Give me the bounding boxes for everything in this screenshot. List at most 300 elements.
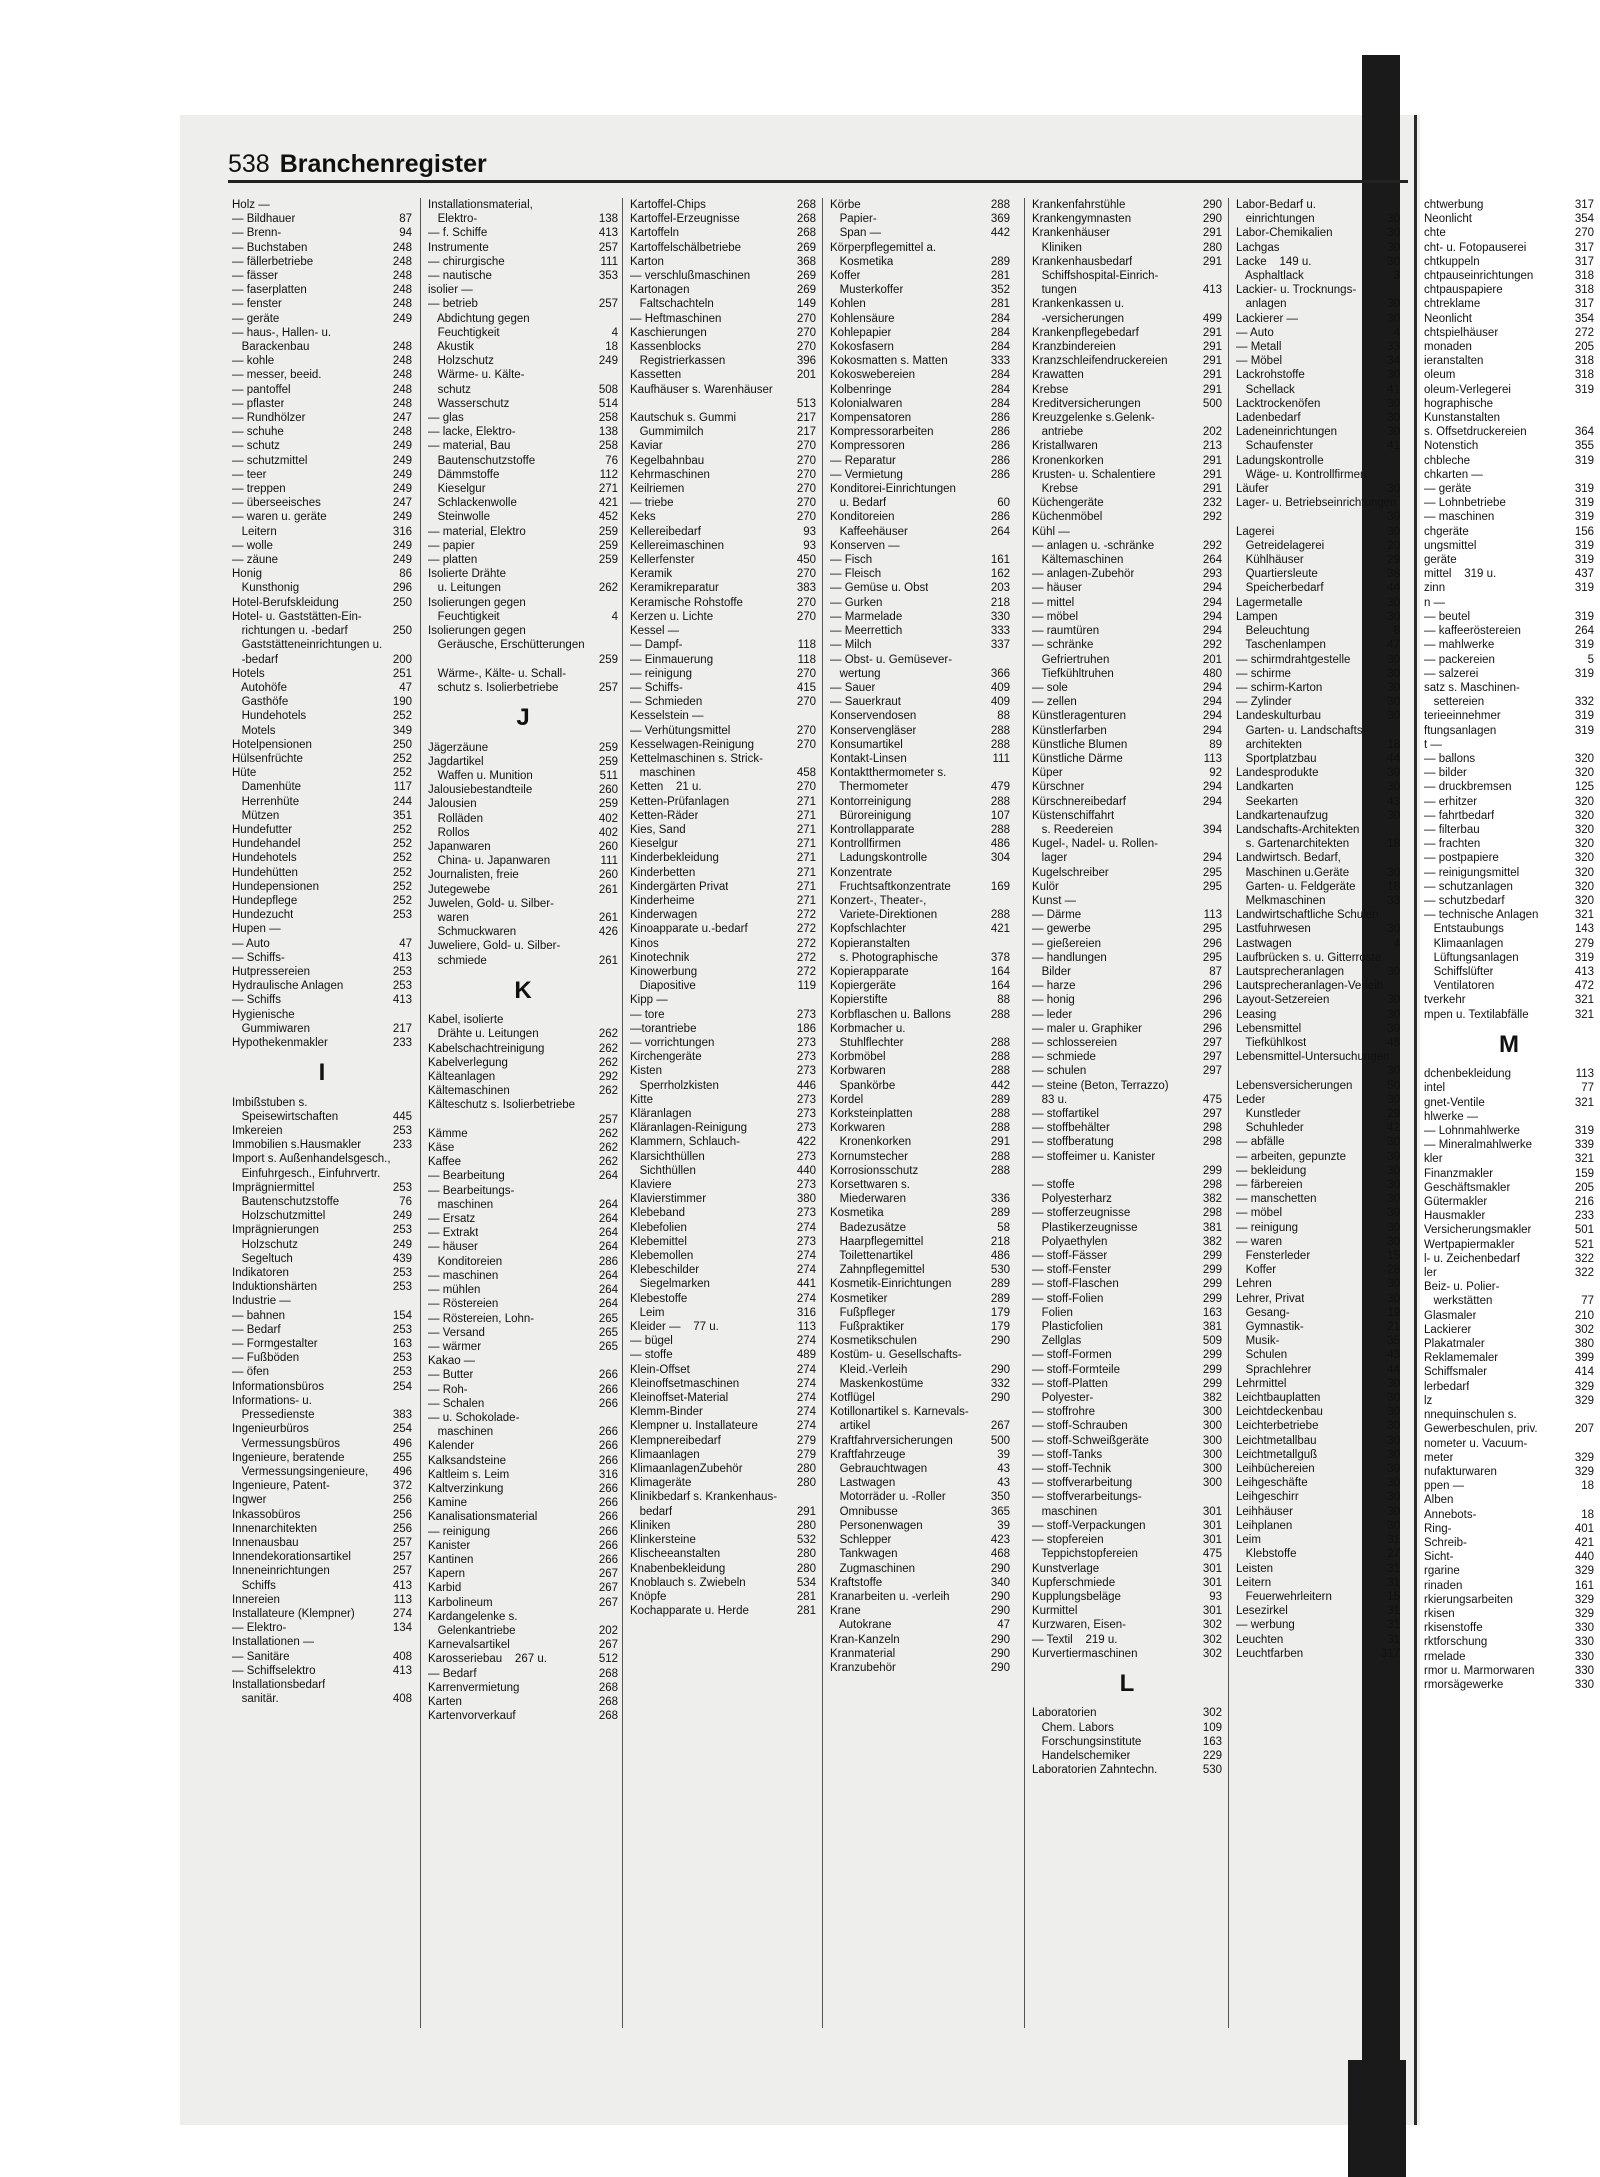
- entry-term: — Elektro-: [232, 1622, 287, 1635]
- entry-page-ref: 286: [990, 511, 1010, 524]
- entry-page-ref: 271: [796, 880, 816, 893]
- index-entry: [830, 1079, 1010, 1093]
- entry-page-ref: 273: [796, 1008, 816, 1021]
- index-entry: [630, 1490, 816, 1504]
- index-entry: [830, 1235, 1010, 1249]
- entry-page-ref: 143: [1574, 923, 1594, 936]
- entry-term: Ketten-Räder: [630, 809, 699, 822]
- entry-page-ref: 290: [990, 1392, 1010, 1405]
- index-entry: [232, 709, 412, 723]
- entry-page-ref: 330: [1574, 1664, 1594, 1677]
- entry-term: Neonlicht: [1424, 213, 1472, 226]
- entry-term: — stoff-Formen: [1032, 1349, 1112, 1362]
- entry-page-ref: 292: [1202, 539, 1222, 552]
- index-entry: [428, 1482, 618, 1496]
- entry-term: rinaden: [1424, 1579, 1463, 1592]
- index-entry: [1032, 383, 1222, 397]
- entry-term: architekten: [1236, 738, 1302, 751]
- entry-term: Wertpapiermakler: [1424, 1238, 1515, 1251]
- entry-page-ref: 279: [796, 1448, 816, 1461]
- entry-term: Kolbenringe: [830, 383, 892, 396]
- entry-term: Kontaktthermometer s.: [830, 767, 947, 780]
- index-entry: [232, 1465, 412, 1479]
- index-entry: [232, 880, 412, 894]
- index-entry: [830, 553, 1010, 567]
- index-entry: [428, 1326, 618, 1340]
- entry-term: Lüftungsanlagen: [1424, 951, 1519, 964]
- index-entry: [1032, 1292, 1222, 1306]
- index-entry: [1236, 297, 1400, 311]
- entry-page-ref: 264: [598, 1269, 618, 1282]
- entry-page-ref: 329: [1574, 1394, 1594, 1407]
- index-entry: [1424, 283, 1594, 297]
- entry-term: sanitär.: [232, 1693, 279, 1706]
- entry-page-ref: 279: [796, 1434, 816, 1447]
- entry-page-ref: 319: [1574, 483, 1594, 496]
- index-entry: [830, 951, 1010, 965]
- entry-page-ref: 253: [392, 909, 412, 922]
- index-entry: [232, 1579, 412, 1593]
- entry-term: — Roh-: [428, 1383, 468, 1396]
- entry-page-ref: 290: [1202, 213, 1222, 226]
- index-entry: [630, 709, 816, 723]
- index-entry: [830, 1221, 1010, 1235]
- index-entry: [1424, 425, 1594, 439]
- entry-page-ref: 254: [392, 1380, 412, 1393]
- entry-page-ref: 249: [392, 539, 412, 552]
- entry-term: Induktionshärten: [232, 1281, 318, 1294]
- index-entry: [232, 993, 412, 1007]
- index-entry: [232, 1181, 412, 1195]
- entry-term: Laboratorien Zahntechn.: [1032, 1764, 1158, 1777]
- index-entry: [1236, 922, 1400, 936]
- entry-page-ref: 350: [990, 1491, 1010, 1504]
- entry-page-ref: 413: [1574, 965, 1594, 978]
- entry-term: Kinos: [630, 937, 659, 950]
- entry-page-ref: 201: [1202, 653, 1222, 666]
- entry-page-ref: 27: [1387, 1548, 1400, 1561]
- entry-page-ref: 113: [1203, 752, 1222, 765]
- entry-page-ref: 273: [796, 1051, 816, 1064]
- index-entry: [830, 539, 1010, 553]
- entry-page-ref: 514: [598, 397, 618, 410]
- entry-term: Klischeeanstalten: [630, 1548, 721, 1561]
- entry-page-ref: 299: [1202, 1377, 1222, 1390]
- index-entry: [1032, 837, 1222, 851]
- index-entry: [1032, 1235, 1222, 1249]
- entry-term: einrichtungen: [1236, 213, 1315, 226]
- index-entry: [232, 1167, 412, 1181]
- entry-page-ref: 349: [392, 724, 412, 737]
- entry-page-ref: 30: [1387, 1093, 1400, 1106]
- index-entry: [232, 255, 412, 269]
- index-entry: [232, 1422, 412, 1436]
- entry-term: Kläranlagen-Reinigung: [630, 1122, 747, 1135]
- entry-term: Kunstverlage: [1032, 1562, 1100, 1575]
- entry-term: — schmiede: [1032, 1051, 1096, 1064]
- entry-page-ref: 270: [796, 312, 816, 325]
- entry-term: Körperpflegemittel a.: [830, 241, 937, 254]
- entry-term: Klebefolien: [630, 1221, 687, 1234]
- entry-term: Kordel: [830, 1093, 864, 1106]
- index-entry: [1236, 681, 1400, 695]
- entry-page-ref: 441: [796, 1278, 816, 1291]
- entry-page-ref: 159: [1574, 1167, 1594, 1180]
- index-entry: [1032, 567, 1222, 581]
- index-entry: [428, 1397, 618, 1411]
- entry-term: Krankenkassen u.: [1032, 298, 1125, 311]
- index-entry: [1424, 1280, 1594, 1294]
- entry-term: Konservengläser: [830, 724, 917, 737]
- entry-term: — stoff-Technik: [1032, 1463, 1112, 1476]
- entry-page-ref: 252: [392, 838, 412, 851]
- entry-term: Kraftfahrzeuge: [830, 1448, 906, 1461]
- index-entry: [232, 1294, 412, 1308]
- entry-term: Speisewirtschaften: [232, 1110, 339, 1123]
- entry-page-ref: 396: [796, 355, 816, 368]
- index-entry: [1424, 809, 1594, 823]
- entry-term: Isolierte Drähte: [428, 568, 506, 581]
- entry-page-ref: 30: [1387, 653, 1400, 666]
- entry-term: Klempner u. Installateure: [630, 1420, 758, 1433]
- entry-term: — Bedarf: [428, 1667, 477, 1680]
- entry-page-ref: 381: [1202, 1221, 1222, 1234]
- entry-term: Faltschachteln: [630, 298, 714, 311]
- index-entry: [1032, 1192, 1222, 1206]
- entry-page-ref: 258: [598, 440, 618, 453]
- index-entry: [830, 269, 1010, 283]
- entry-page-ref: 266: [598, 1539, 618, 1552]
- entry-page-ref: 113: [1575, 1068, 1594, 1081]
- entry-page-ref: 479: [990, 781, 1010, 794]
- entry-term: Kaffee: [428, 1156, 462, 1169]
- index-entry: [830, 1036, 1010, 1050]
- entry-page-ref: 169: [990, 880, 1010, 893]
- entry-term: Klaviere: [630, 1179, 672, 1192]
- index-entry: [630, 951, 816, 965]
- entry-term: maschinen: [428, 1198, 494, 1211]
- entry-term: Kupplungsbeläge: [1032, 1590, 1121, 1603]
- entry-term: Sperrholzkisten: [630, 1079, 719, 1092]
- index-entry: [630, 1505, 816, 1519]
- index-entry: [428, 1155, 618, 1169]
- entry-term: — häuser: [428, 1241, 478, 1254]
- index-entry: [1032, 1576, 1222, 1590]
- entry-page-ref: 111: [600, 255, 618, 268]
- index-entry: [428, 368, 618, 382]
- index-entry: [428, 1539, 618, 1553]
- entry-term: — gießereien: [1032, 937, 1102, 950]
- entry-term: werkstätten: [1424, 1295, 1493, 1308]
- entry-page-ref: 248: [392, 426, 412, 439]
- entry-term: — faserplatten: [232, 284, 307, 297]
- entry-page-ref: 274: [796, 1292, 816, 1305]
- entry-term: — schutzbedarf: [1424, 894, 1505, 907]
- entry-term: Indikatoren: [232, 1267, 289, 1280]
- entry-term: — fällerbetriebe: [232, 255, 314, 268]
- entry-term: chbleche: [1424, 454, 1471, 467]
- index-entry: [830, 766, 1010, 780]
- entry-term: Getreidelagerei: [1236, 539, 1325, 552]
- entry-page-ref: 320: [1574, 752, 1594, 765]
- index-entry: [1236, 1164, 1400, 1178]
- entry-page-ref: 33: [1387, 894, 1400, 907]
- index-entry: [1032, 482, 1222, 496]
- index-entry: [232, 283, 412, 297]
- entry-term: Papier-: [830, 213, 877, 226]
- entry-term: nometer u. Vacuum-: [1424, 1437, 1528, 1450]
- entry-term: — Butter: [428, 1369, 474, 1382]
- index-entry: [232, 1664, 412, 1678]
- entry-page-ref: 30: [1387, 397, 1400, 410]
- index-entry: [1236, 1519, 1400, 1533]
- entry-term: chtkuppeln: [1424, 255, 1480, 268]
- entry-page-ref: 270: [796, 696, 816, 709]
- index-entry: [428, 897, 618, 911]
- index-entry: [630, 283, 816, 297]
- index-entry: [1424, 624, 1594, 638]
- entry-page-ref: 270: [796, 667, 816, 680]
- index-entry: [830, 709, 1010, 723]
- index-entry: [428, 653, 618, 667]
- entry-page-ref: 134: [392, 1622, 412, 1635]
- entry-page-ref: 319: [1574, 639, 1594, 652]
- entry-page-ref: 252: [392, 866, 412, 879]
- entry-page-ref: 117: [393, 781, 412, 794]
- entry-term: — waren: [1236, 1235, 1283, 1248]
- entry-page-ref: 270: [796, 440, 816, 453]
- index-entry: [630, 425, 816, 439]
- index-entry: [1424, 738, 1594, 752]
- entry-term: Kokosfasern: [830, 341, 894, 354]
- entry-term: Kopiergeräte: [830, 980, 896, 993]
- entry-page-ref: 30: [1387, 298, 1400, 311]
- entry-term: ftungsanlagen: [1424, 724, 1497, 737]
- index-entry: [232, 368, 412, 382]
- index-entry: [630, 496, 816, 510]
- entry-page-ref: 265: [598, 1312, 618, 1325]
- entry-term: Klebemittel: [630, 1235, 687, 1248]
- index-entry: [1236, 837, 1400, 851]
- entry-term: Korbflaschen u. Ballons: [830, 1008, 951, 1021]
- entry-term: lerbedarf: [1424, 1380, 1470, 1393]
- entry-term: Kanister: [428, 1539, 471, 1552]
- index-entry: [232, 1493, 412, 1507]
- index-entry: [428, 1042, 618, 1056]
- index-entry: [1424, 638, 1594, 652]
- entry-page-ref: 266: [598, 1553, 618, 1566]
- entry-page-ref: 248: [392, 369, 412, 382]
- entry-term: ungsmittel: [1424, 539, 1477, 552]
- entry-page-ref: 30: [1387, 596, 1400, 609]
- index-entry: [1236, 1633, 1400, 1647]
- entry-term: Maskenkostüme: [830, 1377, 924, 1390]
- entry-page-ref: 291: [1202, 383, 1222, 396]
- entry-page-ref: 268: [796, 227, 816, 240]
- index-entry: [1236, 1391, 1400, 1405]
- entry-term: Leichtmetallbau: [1236, 1434, 1317, 1447]
- entry-page-ref: 318: [1574, 270, 1594, 283]
- entry-term: Kabel, isolierte: [428, 1014, 504, 1027]
- index-entry: [1032, 1363, 1222, 1377]
- entry-page-ref: 274: [796, 1406, 816, 1419]
- entry-term: Korbwaren: [830, 1065, 886, 1078]
- entry-term: n —: [1424, 596, 1446, 609]
- index-entry: [232, 212, 412, 226]
- entry-page-ref: 247: [392, 497, 412, 510]
- index-entry: [630, 383, 816, 397]
- entry-term: — chirurgische: [428, 255, 505, 268]
- entry-page-ref: 381: [1202, 1321, 1222, 1334]
- entry-page-ref: 47: [399, 937, 412, 950]
- entry-term: Hypothekenmakler: [232, 1036, 328, 1049]
- entry-page-ref: 39: [997, 1448, 1010, 1461]
- index-entry: [428, 911, 618, 925]
- index-entry: [1032, 667, 1222, 681]
- entry-page-ref: 77: [1581, 1082, 1594, 1095]
- entry-page-ref: 253: [392, 1323, 412, 1336]
- index-entry: [830, 809, 1010, 823]
- entry-page-ref: 88: [997, 994, 1010, 1007]
- entry-term: Omnibusse: [830, 1505, 898, 1518]
- entry-page-ref: 271: [796, 838, 816, 851]
- entry-term: — Reparatur: [830, 454, 896, 467]
- entry-page-ref: 274: [796, 1392, 816, 1405]
- entry-term: Inkassobüros: [232, 1508, 301, 1521]
- entry-page-ref: 500: [990, 1434, 1010, 1447]
- index-entry: [232, 1022, 412, 1036]
- index-entry: [1424, 525, 1594, 539]
- entry-page-ref: 408: [392, 1693, 412, 1706]
- index-entry: [428, 1468, 618, 1482]
- entry-term: Kinoapparate u.-bedarf: [630, 923, 748, 936]
- entry-term: — stoffe: [630, 1349, 673, 1362]
- index-entry: [232, 397, 412, 411]
- entry-term: Hydraulische Anlagen: [232, 980, 344, 993]
- index-entry: [1236, 1348, 1400, 1362]
- entry-page-ref: 31: [1387, 1605, 1400, 1618]
- entry-page-ref: 512: [598, 1653, 618, 1666]
- entry-page-ref: 250: [392, 625, 412, 638]
- index-entry: [1236, 1292, 1400, 1306]
- index-entry: [428, 1113, 618, 1127]
- entry-term: — stoff-Platten: [1032, 1377, 1108, 1390]
- entry-term: Kipp —: [630, 994, 668, 1007]
- entry-term: Gaststätteneinrichtungen u.: [232, 639, 383, 652]
- index-entry: [1032, 397, 1222, 411]
- entry-term: intel: [1424, 1082, 1446, 1095]
- index-entry: [428, 1383, 618, 1397]
- index-entry: [830, 397, 1010, 411]
- entry-term: geräte: [1424, 554, 1457, 567]
- index-entry: [830, 1306, 1010, 1320]
- entry-term: Wärme-, Kälte- u. Schall-: [428, 667, 567, 680]
- entry-page-ref: 21: [1387, 1321, 1400, 1334]
- entry-term: Leihhäuser: [1236, 1505, 1293, 1518]
- entry-page-ref: 264: [598, 1227, 618, 1240]
- index-entry: [630, 1192, 816, 1206]
- entry-term: — pantoffel: [232, 383, 291, 396]
- index-entry: [630, 1107, 816, 1121]
- entry-term: — Versand: [428, 1326, 485, 1339]
- entry-term: Karnevalsartikel: [428, 1639, 510, 1652]
- entry-page-ref: 291: [1202, 468, 1222, 481]
- entry-page-ref: 30: [1387, 781, 1400, 794]
- entry-term: Lastfuhrwesen: [1236, 923, 1311, 936]
- index-entry: [1424, 823, 1594, 837]
- entry-page-ref: 259: [598, 525, 618, 538]
- index-entry: [1236, 312, 1400, 326]
- entry-page-ref: 513: [796, 397, 816, 410]
- index-entry: [830, 1348, 1010, 1362]
- entry-term: Informations- u.: [232, 1394, 312, 1407]
- index-entry: [1236, 724, 1400, 738]
- index-entry: [1236, 1434, 1400, 1448]
- index-entry: [1236, 1249, 1400, 1263]
- index-entry: [1424, 993, 1594, 1007]
- entry-page-ref: 383: [796, 582, 816, 595]
- index-entry: [1236, 851, 1400, 865]
- entry-page-ref: 288: [990, 1036, 1010, 1049]
- index-entry: [428, 439, 618, 453]
- entry-term: Schlepper: [830, 1534, 892, 1547]
- entry-term: — schutzanlagen: [1424, 880, 1513, 893]
- index-entry: [1236, 1405, 1400, 1419]
- index-entry: [830, 1434, 1010, 1448]
- entry-page-ref: 426: [598, 926, 618, 939]
- index-entry: [1032, 581, 1222, 595]
- entry-page-ref: 30: [1387, 1292, 1400, 1305]
- entry-page-ref: 288: [990, 823, 1010, 836]
- entry-term: Klinikbedarf s. Krankenhaus-: [630, 1491, 778, 1504]
- entry-term: Klimaanlagen: [630, 1448, 700, 1461]
- entry-term: Kleinoffsetmaschinen: [630, 1377, 740, 1390]
- entry-term: — wolle: [232, 539, 273, 552]
- entry-term: rkisenstoffe: [1424, 1622, 1483, 1635]
- entry-term: chgeräte: [1424, 525, 1469, 538]
- entry-term: Installateure (Klempner): [232, 1607, 355, 1620]
- entry-term: Gebrauchtwagen: [830, 1463, 928, 1476]
- index-entry: [830, 482, 1010, 496]
- entry-term: — messer, beeid.: [232, 369, 322, 382]
- entry-term: — waren u. geräte: [232, 511, 327, 524]
- index-entry: [1424, 908, 1594, 922]
- index-entry: [1236, 795, 1400, 809]
- entry-page-ref: 163: [392, 1338, 412, 1351]
- entry-term: Schuhleder: [1236, 1122, 1304, 1135]
- entry-term: Kämme: [428, 1127, 468, 1140]
- entry-term: Korbmacher u.: [830, 1022, 906, 1035]
- entry-term: Maschinen u.Geräte: [1236, 866, 1350, 879]
- entry-term: Kardangelenke s.: [428, 1610, 518, 1623]
- entry-term: Kosmetik-Einrichtungen: [830, 1278, 952, 1291]
- entry-term: Kinotechnik: [630, 951, 690, 964]
- index-entry: [1424, 1451, 1594, 1465]
- entry-term: Plasticfolien: [1032, 1321, 1103, 1334]
- index-entry: [428, 1368, 618, 1382]
- entry-term: artikel: [830, 1420, 871, 1433]
- index-entry: [1032, 1547, 1222, 1561]
- index-entry: [1236, 866, 1400, 880]
- entry-page-ref: 202: [598, 1624, 618, 1637]
- index-entry: [630, 255, 816, 269]
- entry-page-ref: 302: [1202, 1647, 1222, 1660]
- entry-term: rmelade: [1424, 1650, 1466, 1663]
- entry-term: Motorräder u. -Roller: [830, 1491, 946, 1504]
- entry-term: Garten- u. Landschafts-: [1236, 724, 1367, 737]
- entry-page-ref: 253: [392, 1267, 412, 1280]
- entry-page-ref: 290: [990, 1633, 1010, 1646]
